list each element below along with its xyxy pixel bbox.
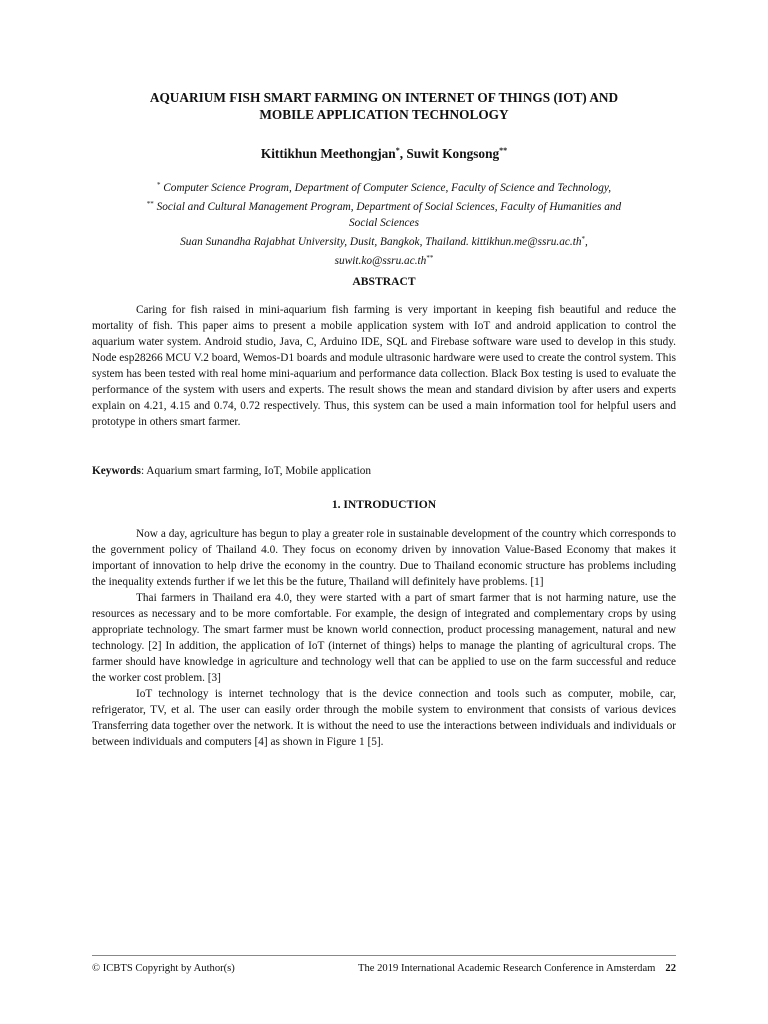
keywords [92, 463, 676, 479]
footer-conference [358, 962, 676, 976]
affiliation-line [92, 231, 676, 250]
affiliation-text: , [585, 236, 588, 248]
title-line-1: AQUARIUM FISH SMART FARMING ON INTERNET OF THINGS (IOT) AND [149, 90, 619, 105]
author-mark: ** [499, 146, 508, 155]
author-list [92, 142, 676, 162]
affiliations [92, 177, 676, 269]
affiliation-text: Computer Science Program, Department of Computer Science, Faculty of Science and Technology, [160, 182, 612, 194]
introduction-heading: 1. INTRODUCTION [331, 498, 437, 511]
affiliation-mark: * [581, 235, 586, 243]
author-separator: , [399, 146, 407, 161]
page-number: 22 [665, 963, 676, 974]
keywords-label: Keywords [92, 465, 141, 477]
affiliation-text: Social and Cultural Management Program, Department of Social Sciences, Faculty of Humanities and [153, 201, 622, 213]
author-name: Suwit Kongsong [406, 146, 500, 161]
affiliation-text: suwit.ko@ssru.ac.th [334, 255, 427, 267]
introduction-paragraph: Now a day, agriculture has begun to play a greater role in sustainable development of the country which corresponds to the government policy of Thailand 4.0. They focus on economy driven by innovation Value-Based Economy that makes it important of innovation to help drive the economy in the country. Due to Thailand economic structure has problems including the inequality extends further if we let this be the future, Thailand will definitely have problems. [1] [92, 528, 676, 588]
affiliation-line [92, 250, 676, 269]
affiliation-mark: * [156, 181, 161, 189]
footer-copyright: © ICBTS Copyright by Author(s) [92, 963, 235, 974]
affiliation-line: Social Sciences [349, 217, 419, 229]
paper-title [92, 89, 676, 123]
abstract-paragraph: Caring for fish raised in mini-aquarium fish farming is very important in keeping fish beautiful and reduce the mortality of fish. This paper aims to present a mobile application system with IoT and android application to control the aquarium water system. Android studio, Java, C, Arduino IDE, SQL and Firebase software ware used to develop in this study. Node esp28266 MCU V.2 board, Wemos-D1 boards and module ultrasonic hardware were used to create the control system. This system has been tested with real home mini-aquarium and performance data collection. Black Box testing is used to evaluate the performance of the system with users and experts. The result shows the mean and standard division by after users and experts explain on 4.21, 4.15 and 0.74, 0.72 respectively. Thus, this system can be used a main information tool for helpful users and prototype in others smart farmer. [92, 304, 676, 428]
conference-name: The 2019 International Academic Research Conference in Amsterdam [358, 963, 656, 974]
footer-divider [92, 955, 676, 956]
title-line-2: MOBILE APPLICATION TECHNOLOGY [259, 107, 509, 122]
abstract-heading: ABSTRACT [352, 275, 416, 288]
affiliation-mark: ** [146, 200, 154, 208]
author-mark: * [395, 146, 400, 155]
author-name: Kittikhun Meethongjan [260, 146, 396, 161]
introduction-paragraph: IoT technology is internet technology that is the device connection and tools such as computer, mobile, car, refrigerator, TV, et al. The user can easily order through the mobile system to environment that consists of various devices Transferring data together over the network. It is without the need to use the interactions between individuals and individuals or between individuals and computers [4] as shown in Figure 1 [5]. [92, 688, 676, 748]
keywords-text: : Aquarium smart farming, IoT, Mobile application [140, 465, 372, 477]
affiliation-line [92, 177, 676, 196]
abstract-body [92, 302, 676, 430]
introduction-paragraph: Thai farmers in Thailand era 4.0, they were started with a part of smart farmer that is not harming nature, use the resources as necessary and to be more comfortable. For example, the design of integrated and complementary crops by using appropriate technology. The smart farmer must be known world connection, product processing management, natural and new technology. [2] In addition, the application of IoT (internet of things) helps to manage the planting of agricultural crops. The farmer should have knowledge in agriculture and technology well that can be applied to use on the farm successful and reduce the worker cost problem. [3] [92, 592, 676, 684]
affiliation-mark: ** [426, 254, 434, 262]
introduction-body [92, 526, 676, 750]
affiliation-line [92, 196, 676, 215]
affiliation-text: Suan Sunandha Rajabhat University, Dusit, Bangkok, Thailand. kittikhun.me@ssru.ac.th [180, 236, 582, 248]
